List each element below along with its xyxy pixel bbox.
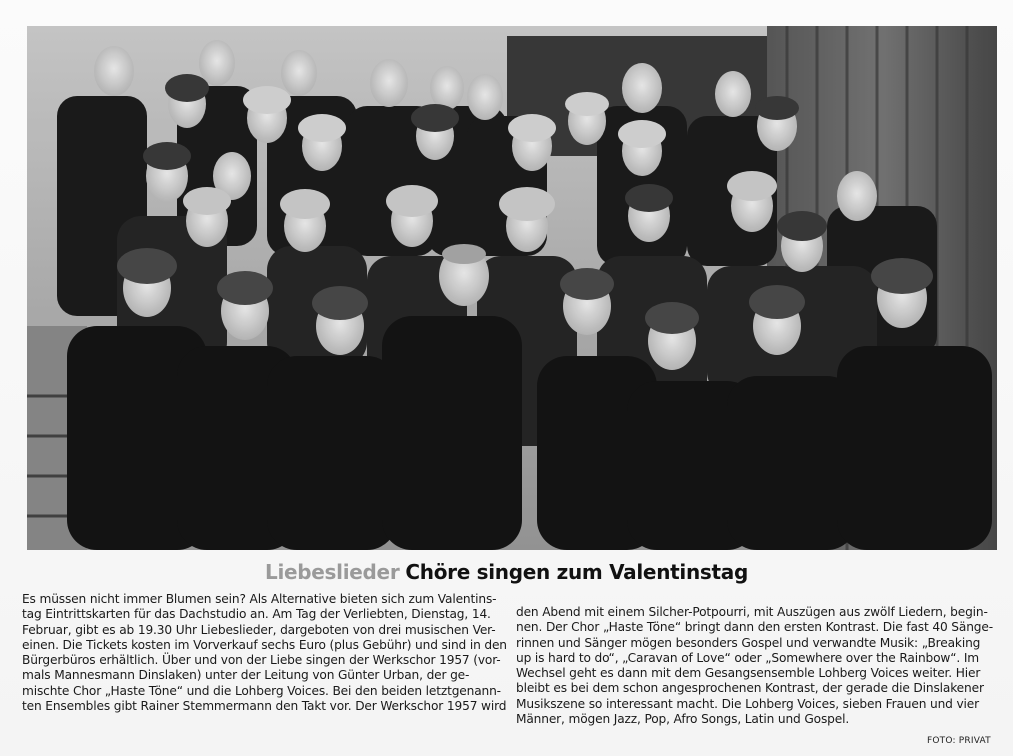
text-line: ten Ensembles gibt Rainer Stemmermann den Takt vor. Der Werkschor 1957 wird [22,699,507,714]
text-line: Männer, mögen Jazz, Pop, Afro Songs, Latin und Gospel. [516,712,850,727]
choir-photo-illustration [27,26,997,550]
article-column-left [22,592,507,714]
photo-credit: FOTO: PRIVAT [927,736,991,746]
text-line: Wechsel geht es dann mit dem Gesangsensemble Lohberg Voices weiter. Hier [516,666,981,681]
article-column-right [516,605,993,727]
headline-title: Chöre singen zum Valentinstag [405,560,748,584]
text-line: mals Mannesmann Dinslaken) unter der Leitung von Günter Urban, der ge- [22,668,470,683]
text-line: den Abend mit einem Silcher-Potpourri, mit Auszügen aus zwölf Liedern, begin- [516,605,988,619]
choir-group-photo [27,26,997,550]
headline-kicker: Liebeslieder [265,560,400,584]
text-line: Musikszene so interessant macht. Die Lohberg Voices, sieben Frauen und vier [516,696,979,711]
text-line: mischte Chor „Haste Töne“ und die Lohberg Voices. Bei den beiden letztgenann- [22,683,501,698]
text-line: rinnen und Sänger mögen besonders Gospel und verwandte Musik: „Breaking [516,635,981,650]
text-line: einen. Die Tickets kosten im Vorverkauf sechs Euro (plus Gebühr) und sind in den [22,637,507,652]
text-line: Februar, gibt es ab 19.30 Uhr Liebeslieder, dargeboten von drei musischen Ver- [22,622,496,637]
text-line: bleibt es bei dem schon angesprochenen Kontrast, der gerade die Dinslakener [516,681,984,696]
text-line: up is hard to do“, „Caravan of Love“ oder „Somewhere over the Rainbow“. Im [516,650,980,665]
article-headline [0,560,1013,584]
text-line: nen. Der Chor „Haste Töne“ bringt dann den ersten Kontrast. Die fast 40 Sänge- [516,620,993,635]
text-line: tag Eintrittskarten für das Dachstudio an. Am Tag der Verliebten, Dienstag, 14. [22,607,491,622]
text-line: Bürgerbüros erhältlich. Über und von der Liebe singen der Werkschor 1957 (vor- [22,653,501,668]
text-line: Es müssen nicht immer Blumen sein? Als Alternative bieten sich zum Valentins- [22,592,497,606]
